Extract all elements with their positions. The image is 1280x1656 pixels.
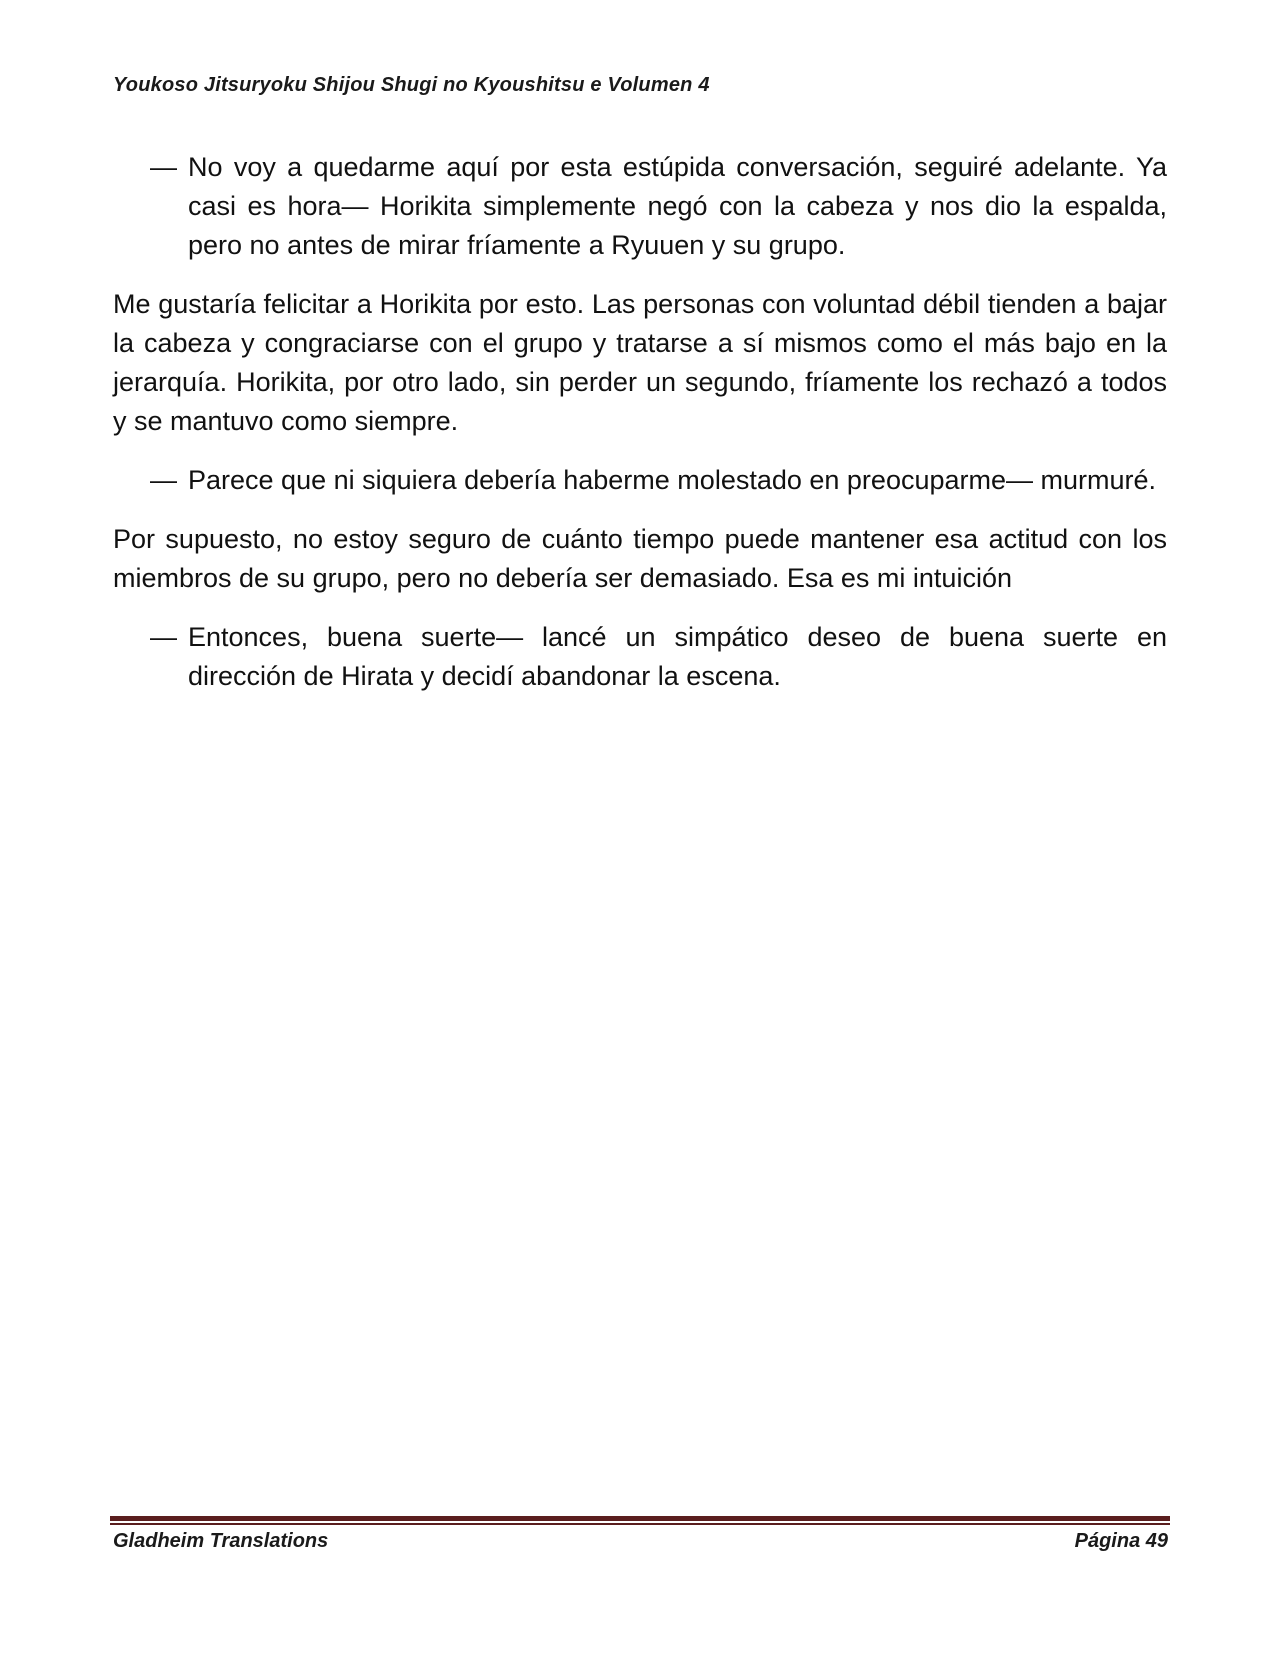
paragraph: Me gustaría felicitar a Horikita por esto. Las personas con voluntad débil tienden a bajar la cabeza y congraciarse con el grupo y tratarse a sí mismos como el más bajo en la jerarquía. Horikita, por otro lado, sin perder un segundo, fríamente los rechazó a todos y se mantuvo como siempre.: [113, 289, 1167, 436]
running-header: Youkoso Jitsuryoku Shijou Shugi no Kyoushitsu e Volumen 4: [113, 74, 710, 96]
dialogue-text: Entonces, buena suerte— lancé un simpático deseo de buena suerte en dirección de Hirata y decidí abandonar la escena.: [188, 622, 1167, 691]
footer-divider: [110, 1516, 1170, 1525]
dialogue-dash: —: [150, 152, 177, 182]
footer-divider-thin: [110, 1523, 1170, 1525]
page-body: [113, 148, 1167, 716]
dialogue-text: Parece que ni siquiera debería haberme molestado en preocuparme— murmuré.: [188, 465, 1157, 495]
page-number: Página 49: [1074, 1530, 1168, 1552]
dialogue-line: [113, 618, 1167, 696]
dialogue-text: No voy a quedarme aquí por esta estúpida conversación, seguiré adelante. Ya casi es hora— Horikita simplemente negó con la cabeza y nos dio la espalda, pero no antes de mirar fríamente a Ryuuen y su grupo.: [188, 152, 1167, 260]
paragraph: Por supuesto, no estoy seguro de cuánto tiempo puede mantener esa actitud con los miembros de su grupo, pero no debería ser demasiado. Esa es mi intuición: [113, 524, 1167, 593]
dialogue-line: [113, 461, 1167, 500]
footer-publisher: Gladheim Translations: [113, 1530, 329, 1552]
dialogue-dash: —: [150, 465, 177, 495]
footer-divider-thick: [110, 1516, 1170, 1521]
dialogue-line: [113, 148, 1167, 265]
dialogue-dash: —: [150, 622, 177, 652]
